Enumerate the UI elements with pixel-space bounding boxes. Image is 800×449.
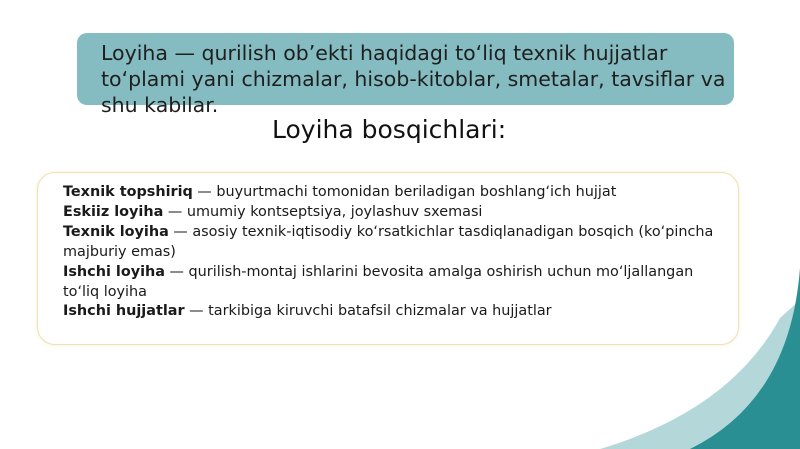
stage-item [63, 263, 733, 303]
stage-term: Ishchi hujjatlar [63, 303, 185, 320]
stage-description: — asosiy texnik-iqtisodiy ko‘rsatkichlar tasdiqlanadigan bosqich (ko‘pincha majburiy emas) [63, 223, 714, 260]
definition-text: Loyiha — qurilish ob’ekti haqidagi to‘liq texnik hujjatlar to‘plami yani chizmalar, hisob-kitoblar, smetalar, tavsiflar va shu kabilar. [101, 41, 726, 117]
stage-item [63, 203, 733, 223]
stage-description: — qurilish-montaj ishlarini bevosita amalga oshirish uchun mo‘ljallangan to‘liq loyiha [63, 263, 694, 300]
stage-item [63, 183, 733, 203]
stage-description: — buyurtmachi tomonidan beriladigan boshlang‘ich hujjat [192, 184, 617, 200]
stage-term: Texnik loyiha [63, 223, 169, 240]
stages-list [63, 183, 733, 322]
stage-term: Eskiiz loyiha [63, 203, 164, 220]
stage-term: Texnik topshiriq [63, 184, 193, 200]
stage-description: — umumiy kontseptsiya, joylashuv sxemasi [163, 203, 483, 220]
stage-item [63, 302, 733, 322]
stage-term: Ishchi loyiha [63, 263, 165, 280]
section-title: Loyiha bosqichlari: [272, 115, 507, 144]
stage-description: — tarkibiga kiruvchi batafsil chizmalar va hujjatlar [184, 303, 552, 320]
stage-item [63, 223, 733, 263]
